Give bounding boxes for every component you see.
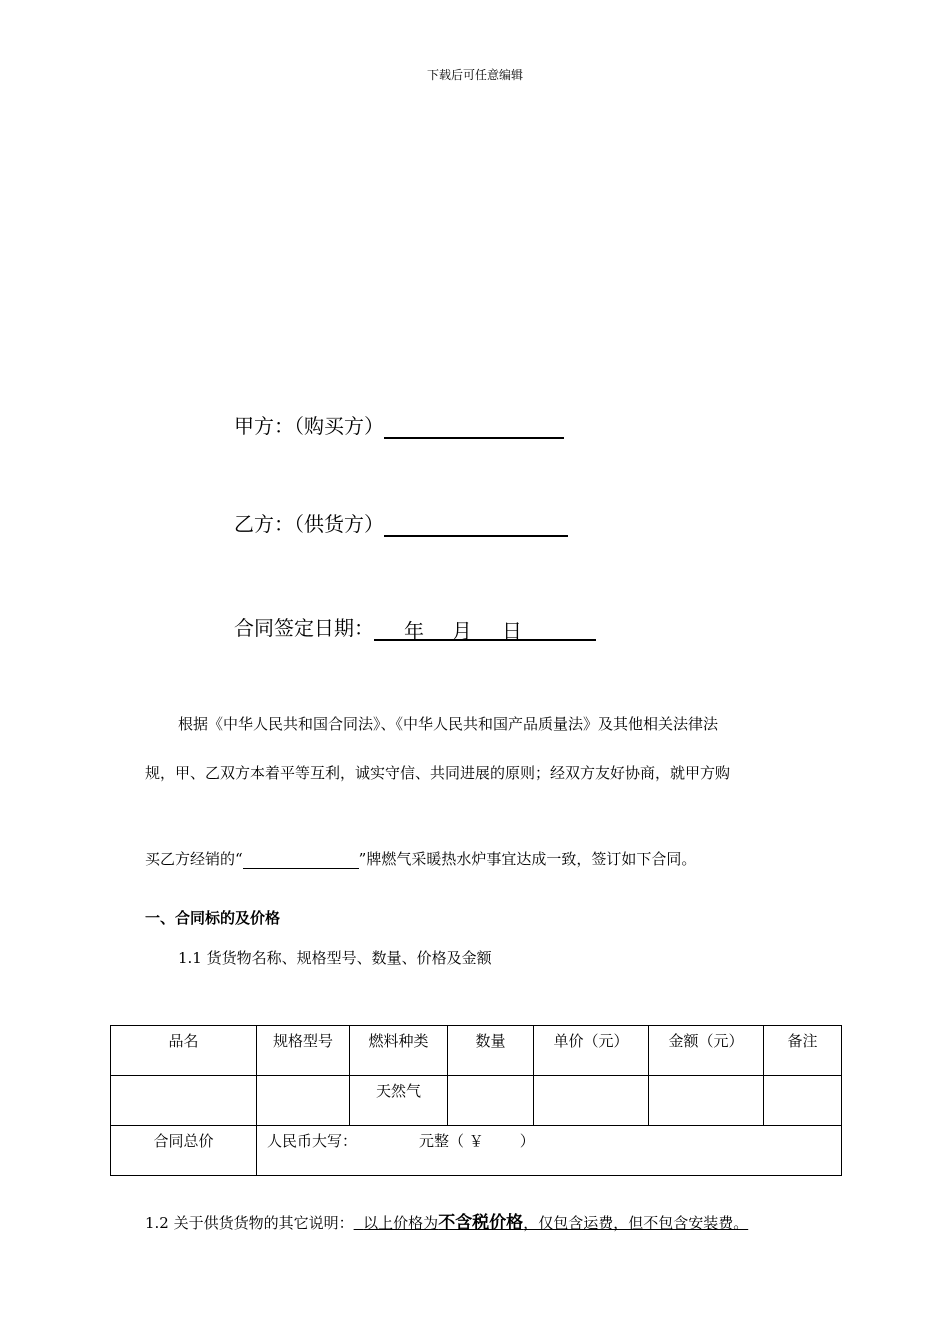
header-remarks: 备注 (764, 1026, 842, 1076)
table-header-row (111, 1026, 842, 1076)
header-amount: 金额（元） (649, 1026, 764, 1076)
total-close-paren: ） (519, 1132, 535, 1150)
total-label: 合同总价 (111, 1126, 257, 1176)
cell-fuel-type[interactable]: 天然气 (350, 1076, 448, 1126)
cell-model[interactable] (257, 1076, 350, 1126)
header-fuel-type: 燃料种类 (350, 1026, 448, 1076)
year-label: 年 (404, 619, 424, 643)
goods-table (110, 1025, 842, 1176)
total-unit-label: 元整（ ￥ (419, 1132, 484, 1150)
party-a-blank[interactable] (384, 415, 564, 439)
cell-amount[interactable] (649, 1076, 764, 1126)
note-1-2 (145, 1208, 748, 1233)
party-b-label: 乙方：（供货方） (234, 512, 384, 536)
section-1-title: 一、合同标的及价格 (145, 909, 281, 927)
cell-remarks[interactable] (764, 1076, 842, 1126)
intro-line-3-prefix: 买乙方经销的“ (145, 850, 243, 868)
sign-date-blank[interactable] (374, 615, 596, 641)
intro-line-3 (145, 848, 696, 869)
sign-date-label: 合同签定日期： (234, 616, 374, 640)
intro-line-2: 规，甲、乙双方本着平等互利，诚实守信、共同进展的原则；经双方友好协商，就甲方购 (145, 764, 731, 782)
total-value-cell[interactable] (257, 1126, 842, 1176)
note-1-2-part2: ，仅包含运费，但不包含安装费。 (523, 1214, 749, 1232)
header-unit-price: 单价（元） (534, 1026, 649, 1076)
header-quantity: 数量 (448, 1026, 534, 1076)
sign-date-line (234, 612, 596, 641)
cell-product-name[interactable] (111, 1076, 257, 1126)
party-a-line (234, 410, 564, 439)
note-1-2-prefix: 1.2 关于供货货物的其它说明： (145, 1214, 354, 1232)
brand-blank[interactable] (243, 854, 359, 869)
party-a-label: 甲方：（购买方） (234, 414, 384, 438)
cell-quantity[interactable] (448, 1076, 534, 1126)
month-label: 月 (452, 619, 472, 643)
cell-unit-price[interactable] (534, 1076, 649, 1126)
table-row (111, 1076, 842, 1126)
note-1-2-part1: 以上价格为 (363, 1214, 439, 1232)
header-model: 规格型号 (257, 1026, 350, 1076)
party-b-line (234, 508, 568, 537)
day-label: 日 (502, 619, 522, 643)
note-1-2-detail (354, 1214, 749, 1232)
party-b-blank[interactable] (384, 513, 568, 537)
total-rmb-label: 人民币大写： (267, 1132, 358, 1150)
table-total-row (111, 1126, 842, 1176)
page-header-note: 下载后可任意编辑 (426, 68, 523, 82)
header-product-name: 品名 (111, 1026, 257, 1076)
intro-line-1: 根据《中华人民共和国合同法》、《中华人民共和国产品质量法》及其他相关法律法 (178, 715, 719, 733)
note-1-2-bold: 不含税价格 (438, 1213, 524, 1233)
intro-line-3-suffix: ”牌燃气采暖热水炉事宜达成一致，签订如下合同。 (358, 850, 697, 868)
section-1-1-title: 1.1 货货物名称、规格型号、数量、价格及金额 (178, 949, 492, 967)
